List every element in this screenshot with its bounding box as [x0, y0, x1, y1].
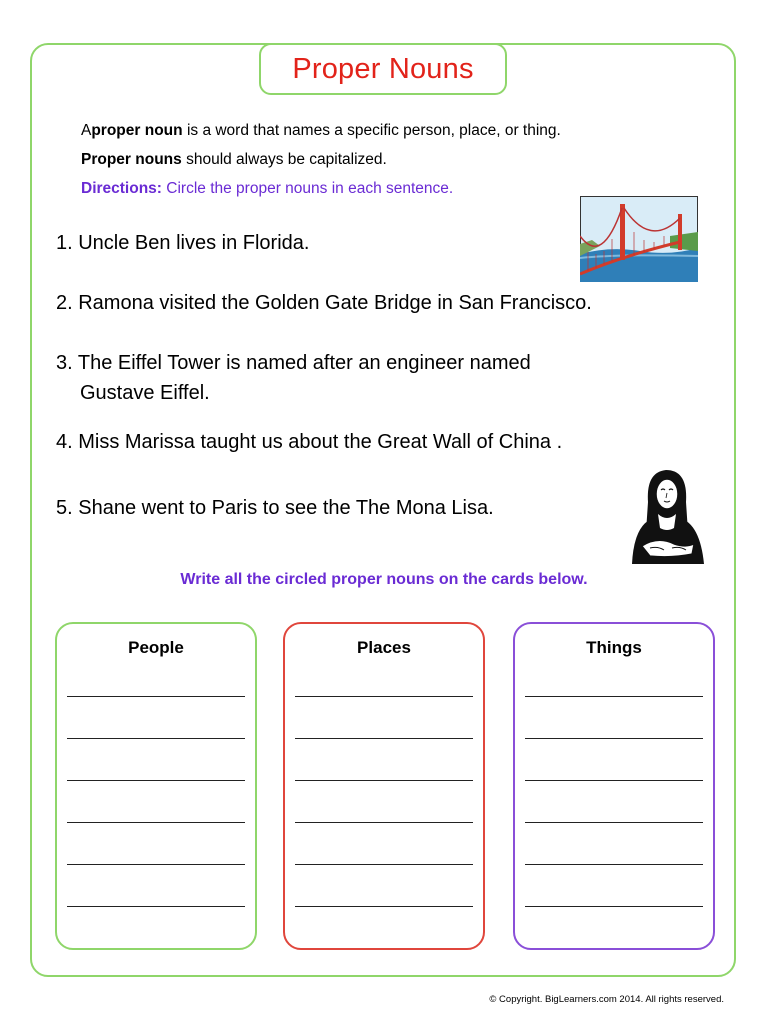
sentence-text: 5. Shane went to Paris to see the The Mona Lisa.: [56, 497, 494, 519]
sentence-text: 3. The Eiffel Tower is named after an engineer named: [56, 352, 531, 374]
answer-line[interactable]: [525, 696, 703, 697]
answer-line[interactable]: [295, 780, 473, 781]
golden-gate-bridge-picture: [580, 196, 698, 282]
card-things: [513, 622, 715, 950]
sentence-4: [56, 427, 562, 457]
sentence-2: [56, 288, 592, 318]
answer-line[interactable]: [67, 780, 245, 781]
answer-line[interactable]: [67, 864, 245, 865]
capitalization-line: [81, 151, 387, 169]
definition-text: is a word that names a specific person, place, or thing.: [186, 122, 561, 139]
card-places-title: Places: [357, 638, 411, 657]
sentence-continuation: Gustave Eiffel.: [80, 382, 210, 404]
card-people-title: People: [128, 638, 184, 657]
card-people: [55, 622, 257, 950]
definition-prefix: A: [81, 122, 92, 139]
cards-prompt: Write all the circled proper nouns on the cards below.: [180, 571, 588, 588]
answer-line[interactable]: [525, 906, 703, 907]
page-title: Proper Nouns: [292, 52, 474, 85]
sentence-3: [56, 348, 531, 408]
directions-text: Circle the proper nouns in each sentence.: [166, 180, 454, 197]
definition-line: [81, 122, 561, 140]
sentence-text: 1. Uncle Ben lives in Florida.: [56, 232, 310, 254]
answer-line[interactable]: [295, 822, 473, 823]
sentence-text: 4. Miss Marissa taught us about the Great Wall of China .: [56, 431, 563, 453]
sentence-5: [56, 493, 494, 523]
card-things-title: Things: [586, 638, 642, 657]
answer-line[interactable]: [295, 696, 473, 697]
answer-line[interactable]: [67, 822, 245, 823]
mona-lisa-picture: [628, 462, 706, 564]
answer-line[interactable]: [525, 738, 703, 739]
card-places: [283, 622, 485, 950]
sentence-1: [56, 228, 309, 258]
answer-line[interactable]: [525, 780, 703, 781]
definition-term: proper noun: [91, 122, 183, 139]
answer-line[interactable]: [295, 738, 473, 739]
title-box: [259, 43, 507, 95]
capitalization-term: Proper nouns: [81, 151, 182, 168]
directions-line: [81, 180, 453, 198]
answer-line[interactable]: [295, 906, 473, 907]
capitalization-text: should always be capitalized.: [186, 151, 387, 168]
answer-line[interactable]: [67, 696, 245, 697]
answer-line[interactable]: [67, 906, 245, 907]
answer-line[interactable]: [295, 864, 473, 865]
answer-line[interactable]: [67, 738, 245, 739]
sentence-text: 2. Ramona visited the Golden Gate Bridge in San Francisco.: [56, 292, 592, 314]
answer-line[interactable]: [525, 864, 703, 865]
directions-label: Directions:: [81, 180, 162, 197]
copyright-notice: © Copyright. BigLearners.com 2014. All rights reserved.: [489, 994, 724, 1005]
answer-line[interactable]: [525, 822, 703, 823]
